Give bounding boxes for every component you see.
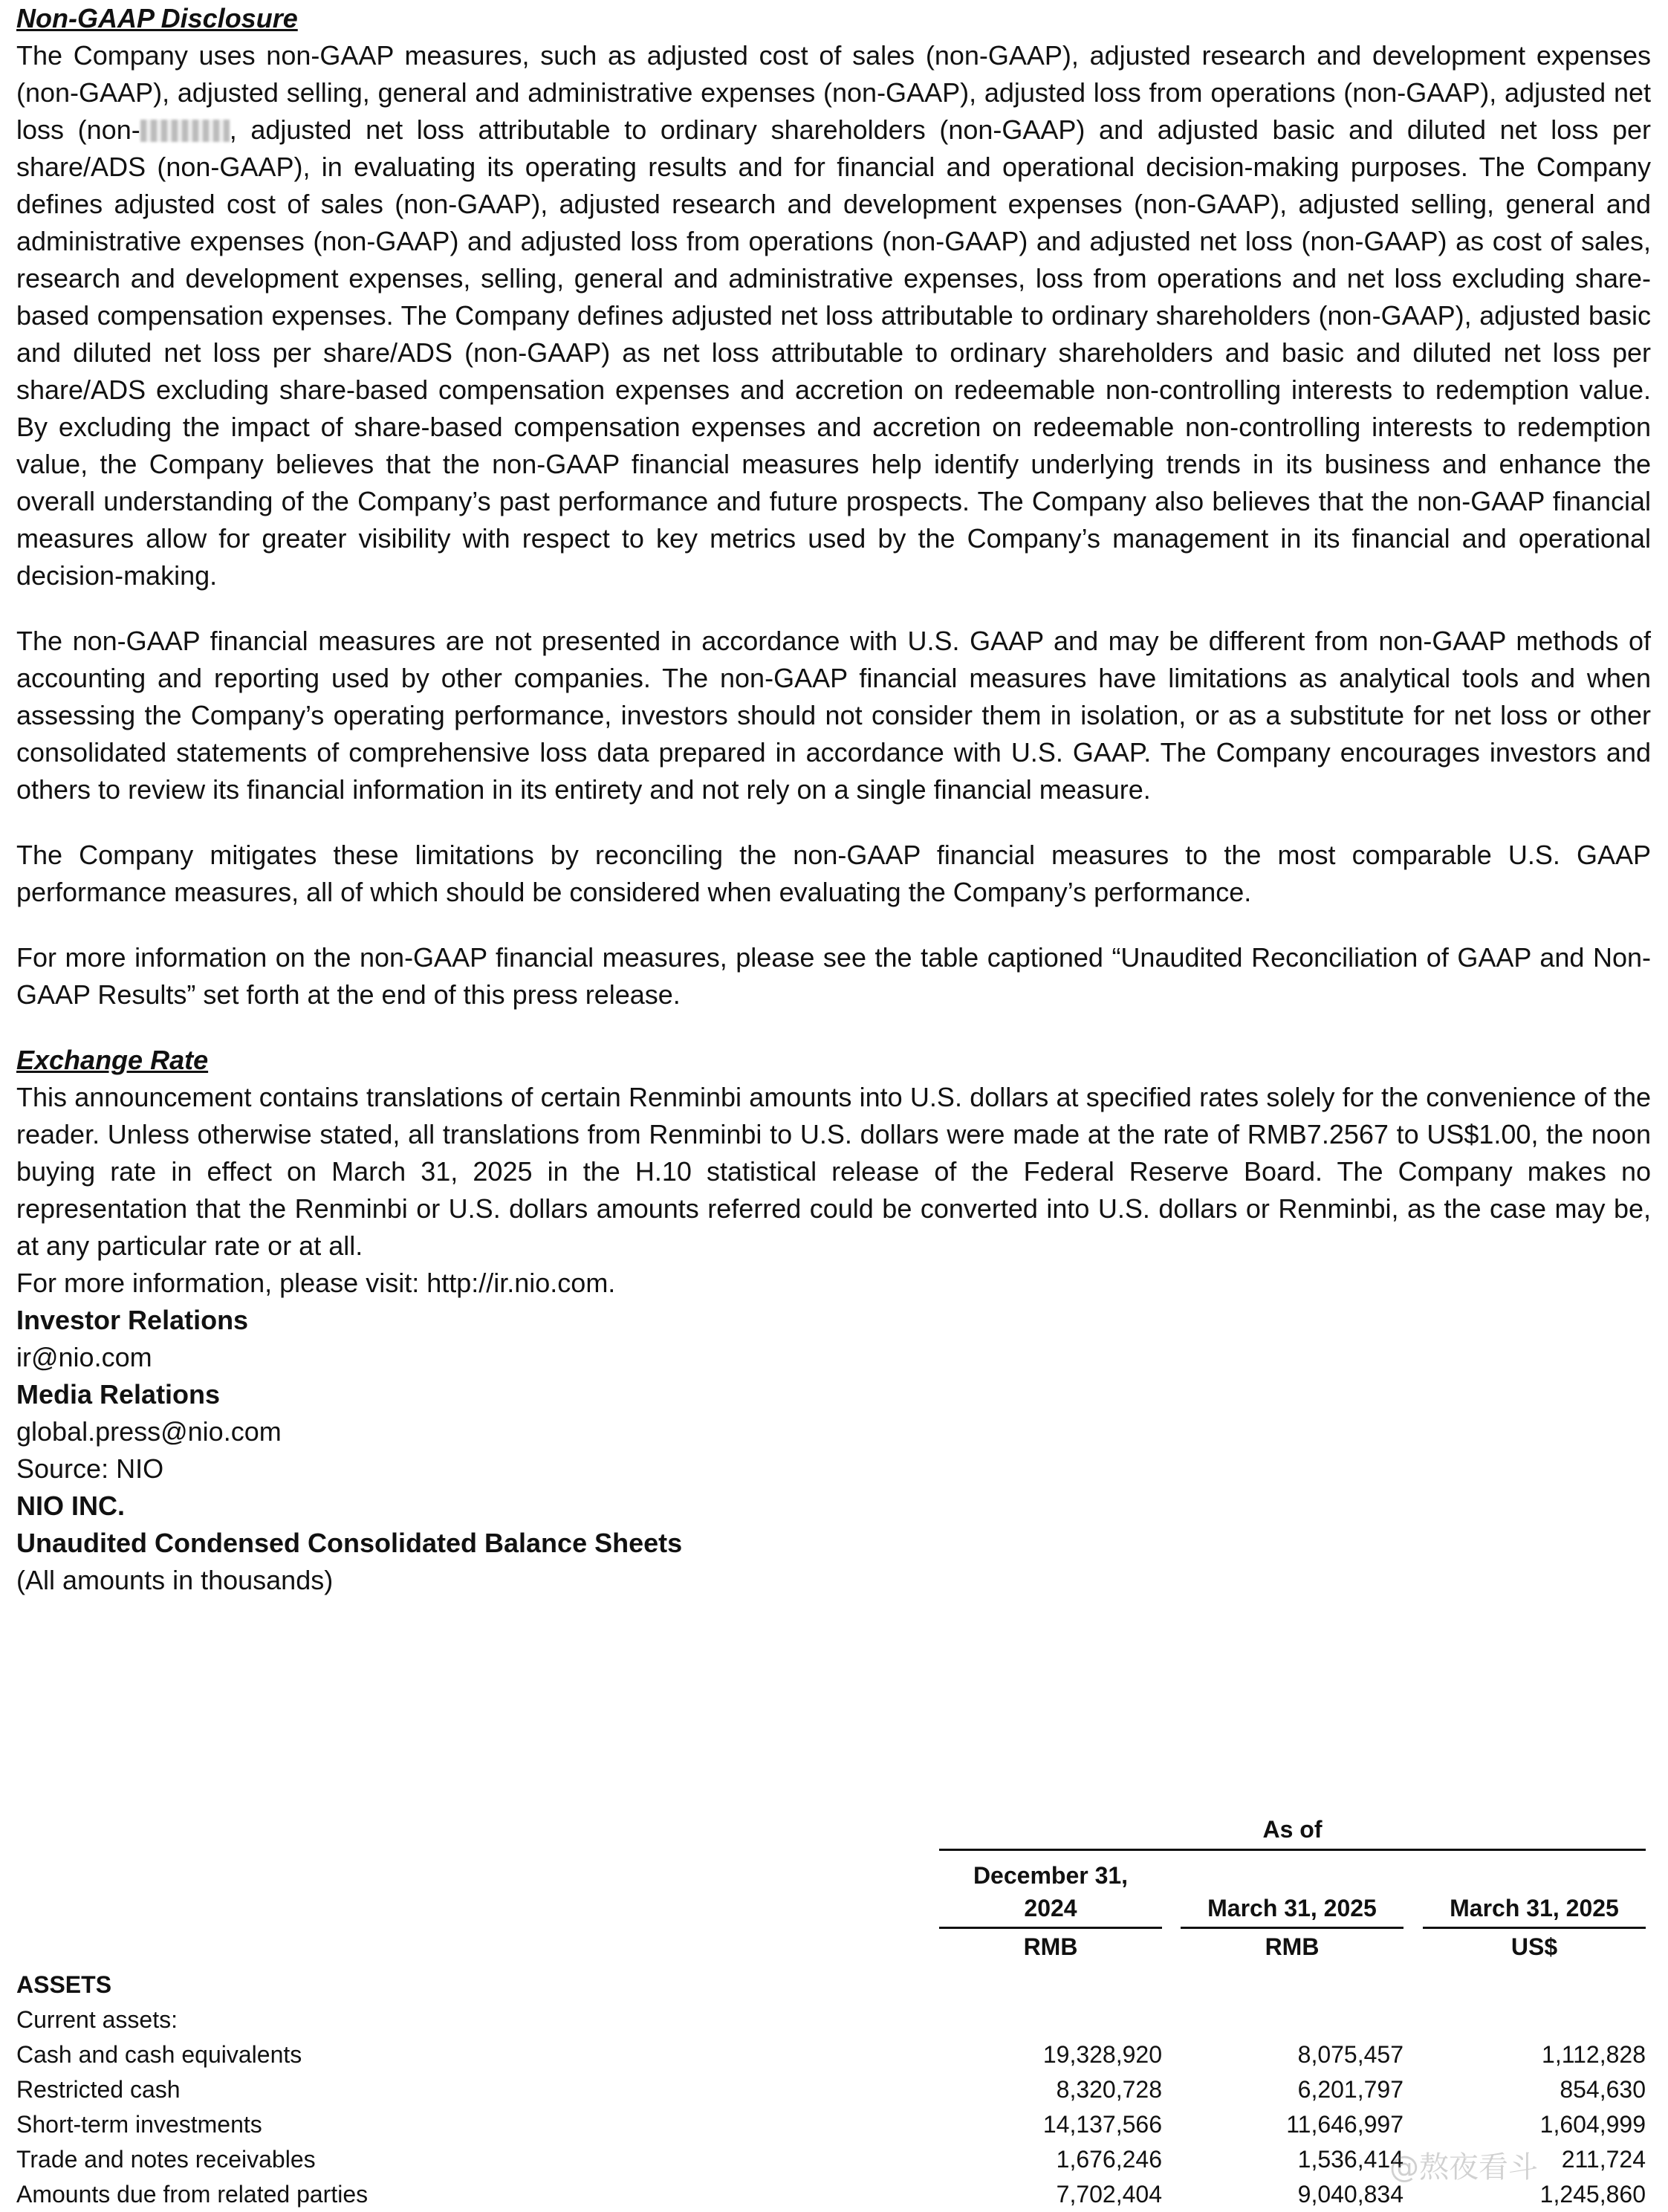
non-gaap-heading: Non-GAAP Disclosure: [16, 3, 298, 33]
row-label: Short-term investments: [16, 2111, 262, 2138]
non-gaap-paragraph-2: The non-GAAP financial measures are not presented in accordance with U.S. GAAP and may be different from non-GAAP methods of accounting and reporting used by other companies. The non-GAAP financial measures have limitations as analytical tools and when assessing the Company’s operating performance, investors should not consider them in isolation, or as a substitute for net loss or other consolidated statements of comprehensive loss data prepared in accordance with U.S. GAAP. The Company encourages investors and others to review its financial information in its entirety and not rely on a single financial measure.: [16, 626, 1651, 805]
col2-header: March 31, 2025: [1207, 1895, 1377, 1921]
row-value-mar-2025-rmb: 6,201,797: [1297, 2076, 1403, 2103]
row-label: Trade and notes receivables: [16, 2146, 316, 2173]
as-of-rule: [939, 1849, 1646, 1851]
table-row: [16, 2037, 1651, 2072]
non-gaap-paragraph-4: For more information on the non-GAAP financial measures, please see the table captioned “Unaudited Reconciliation of GAAP and Non-GAAP Results” set forth at the end of this press release.: [16, 942, 1651, 1010]
exchange-rate-heading: Exchange Rate: [16, 1045, 209, 1075]
amounts-note: (All amounts in thousands): [16, 1565, 334, 1595]
source-line: Source: NIO: [16, 1453, 164, 1484]
col1-header-line2: 2024: [1024, 1895, 1077, 1921]
col3-currency: US$: [1510, 1933, 1558, 1960]
watermark-text: @熬夜看斗: [1389, 2150, 1538, 2185]
row-value-mar-2025-usd: 1,112,828: [1542, 2041, 1646, 2068]
col1-currency: RMB: [1023, 1933, 1078, 1960]
col1-rule: [939, 1927, 1162, 1929]
row-value-dec-2024: 8,320,728: [1056, 2076, 1162, 2103]
non-gaap-paragraph-1-part-a: The Company uses non-GAAP measures, such as adjusted cost of sales (non-GAAP), adjusted research and development expenses (non-GAAP), adjusted selling, general and administrative expenses (non-GAAP), adjusted loss from operations (non-GAAP), adjusted net loss (non-: [16, 40, 1651, 145]
row-label: Amounts due from related parties: [16, 2181, 369, 2208]
balance-sheet-title: Unaudited Condensed Consolidated Balance Sheets: [16, 1528, 683, 1558]
current-assets-row: [16, 2002, 1651, 2037]
col3-rule: [1423, 1927, 1646, 1929]
row-value-dec-2024: 7,702,404: [1056, 2181, 1162, 2208]
media-relations-label: Media Relations: [16, 1379, 221, 1410]
col1-header-line1: December 31,: [973, 1862, 1129, 1889]
col2-currency: RMB: [1265, 1933, 1320, 1960]
company-name: NIO INC.: [16, 1491, 126, 1521]
col3-header: March 31, 2025: [1450, 1895, 1619, 1921]
non-gaap-paragraph-1-part-b: , adjusted net loss attributable to ordinary shareholders (non-GAAP) and adjusted basic and diluted net loss per share/ADS (non-GAAP), in evaluating its operating results and for financial and operational decision-making purposes. The Company defines adjusted cost of sales (non-GAAP), adjusted research and development expenses (non-GAAP), adjusted selling, general and administrative expenses (non-GAAP) and adjusted loss from operations (non-GAAP) and adjusted net loss (non-GAAP) as cost of sales, research and development expenses, selling, general and administrative expenses, loss from operations and net loss excluding share-based compensation expenses. The Company defines adjusted net loss attributable to ordinary shareholders (non-GAAP), adjusted basic and diluted net loss per share/ADS (non-GAAP) as net loss attributable to ordinary shareholders and basic and diluted net loss per share/ADS excluding share-based compensation expenses and accretion on redeemable non-controlling interests to redemption value. By excluding the impact of share-based compensation expenses and accretion on redeemable non-controlling interests to redemption value, the Company believes that the non-GAAP financial measures help identify underlying trends in its business and enhance the overall understanding of the Company’s past performance and future prospects. The Company also believes that the non-GAAP financial measures allow for greater visibility with respect to key metrics used by the Company’s management in its financial and operational decision-making.: [16, 114, 1651, 591]
row-label: Restricted cash: [16, 2076, 181, 2103]
row-value-dec-2024: 1,676,246: [1056, 2146, 1162, 2173]
row-value-mar-2025-usd: 1,245,860: [1539, 2181, 1646, 2208]
assets-section-row: [16, 1968, 1651, 2002]
exchange-rate-paragraph: This announcement contains translations of certain Renminbi amounts into U.S. dollars at specified rates solely for the convenience of the reader. Unless otherwise stated, all translations from Renminbi to U.S. dollars were made at the rate of RMB7.2567 to US$1.00, the noon buying rate in effect on March 31, 2025 in the H.10 statistical release of the Federal Reserve Board. The Company makes no representation that the Renminbi or U.S. dollars amounts referred could be converted into U.S. dollars or Renminbi, as the case may be, at any particular rate or at all.: [16, 1082, 1651, 1261]
non-gaap-paragraph-3: The Company mitigates these limitations by reconciling the non-GAAP financial measures to the most comparable U.S. GAAP performance measures, all of which should be considered when evaluating the Company’s performance.: [16, 840, 1651, 907]
table-row: [16, 2072, 1651, 2107]
row-value-mar-2025-usd: 211,724: [1561, 2146, 1646, 2173]
investor-relations-label: Investor Relations: [16, 1305, 249, 1335]
row-label: Cash and cash equivalents: [16, 2041, 302, 2068]
row-value-mar-2025-usd: 1,604,999: [1539, 2111, 1646, 2138]
row-value-dec-2024: 19,328,920: [1042, 2041, 1162, 2068]
row-value-mar-2025-rmb: 11,646,997: [1286, 2111, 1403, 2138]
investor-relations-email: ir@nio.com: [16, 1342, 152, 1372]
media-relations-email: global.press@nio.com: [16, 1416, 282, 1447]
more-info-line: For more information, please visit: http://ir.nio.com.: [16, 1268, 616, 1298]
document-page: [16, 0, 1651, 1599]
col2-rule: [1181, 1927, 1403, 1929]
row-value-mar-2025-rmb: 1,536,414: [1297, 2146, 1403, 2173]
assets-section-label: ASSETS: [16, 1971, 112, 1998]
redaction-mark: [140, 120, 230, 142]
row-value-mar-2025-rmb: 8,075,457: [1297, 2041, 1403, 2068]
non-gaap-paragraph-1: [16, 37, 1651, 594]
table-row: [16, 2107, 1651, 2142]
current-assets-label: Current assets:: [16, 2006, 178, 2033]
row-value-mar-2025-usd: 854,630: [1560, 2076, 1646, 2103]
row-value-mar-2025-rmb: 9,040,834: [1297, 2181, 1403, 2208]
row-value-dec-2024: 14,137,566: [1042, 2111, 1162, 2138]
as-of-header: As of: [1262, 1816, 1323, 1843]
